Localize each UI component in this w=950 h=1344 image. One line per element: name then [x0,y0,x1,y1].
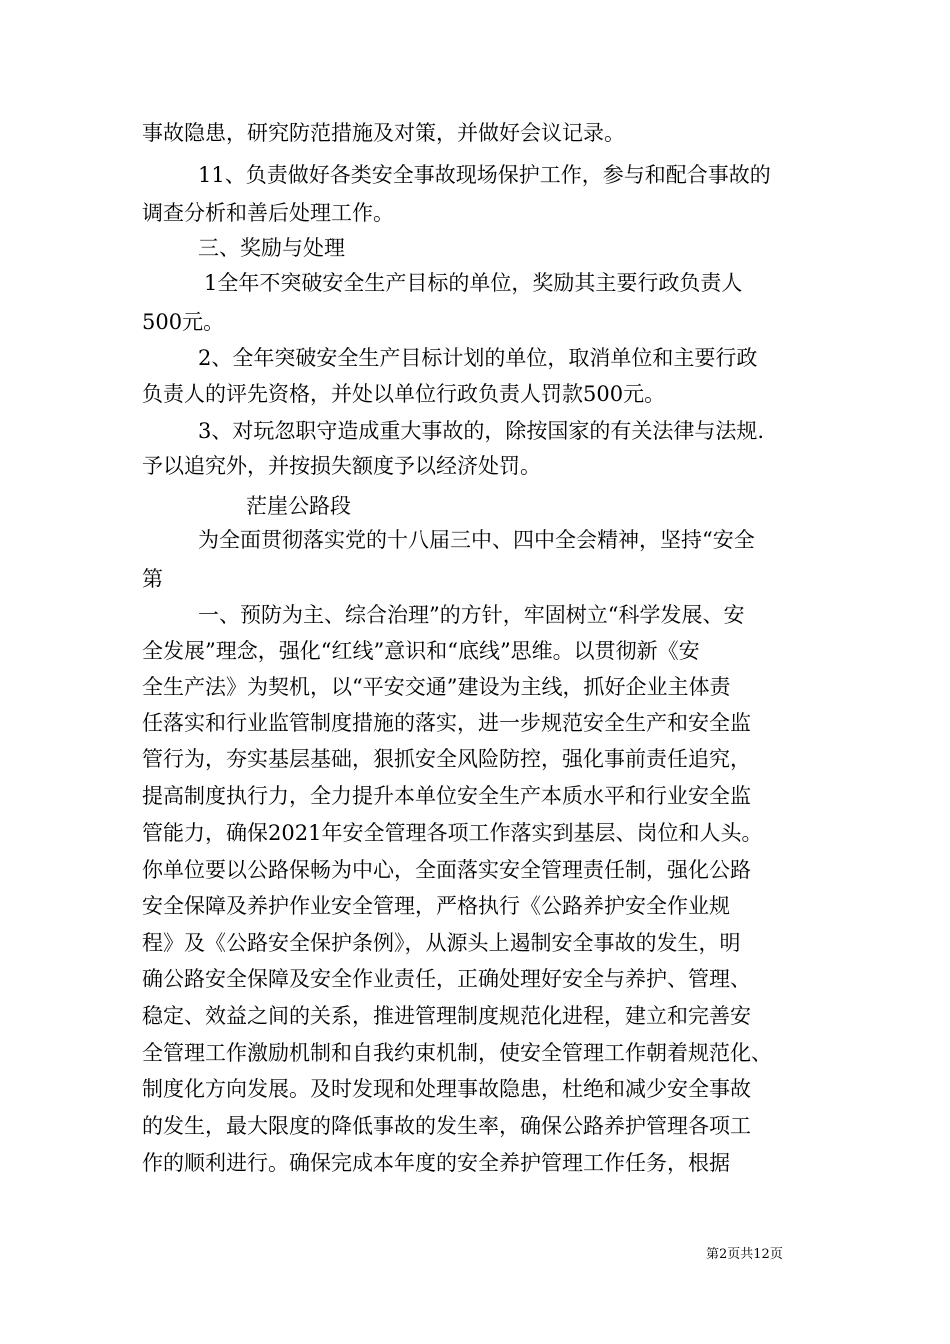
text-line: 1全年不突破安全生产目标的单位，奖励其主要行政负责人 [204,271,743,295]
text-line: 事故隐患，研究防范措施及对策，并做好会议记录。 [142,121,625,145]
text-line: 制度化方向发展。及时发现和处理事故隐患，杜绝和减少安全事故 [142,1077,751,1101]
page-number: 第2页共12页 [706,1247,783,1262]
text-line: 确公路安全保障及安全作业责任，正确处理好安全与养护、管理、 [142,967,751,991]
text-line: 500元。 [142,310,225,334]
text-line: 全生产法》为契机，以“平安交通”建设为主线，抓好企业主体责 [142,675,731,699]
text-line: 安全保障及养护作业安全管理，严格执行《公路养护安全作业规 [142,894,730,918]
text-line: 予以追究外，并按损失额度予以经济处罚。 [142,454,541,478]
text-line: 2、全年突破安全生产目标计划的单位，取消单位和主要行政 [198,346,758,370]
text-line: 11、负责做好各类安全事故现场保护工作，参与和配合事故的 [198,163,771,187]
section-heading: 三、奖励与处理 [198,236,345,260]
text-line: 负责人的评先资格，并处以单位行政负责人罚款500元。 [142,382,666,406]
text-line: 管行为，夯实基层基础，狠抓安全风险防控，强化事前责任追究， [142,747,751,771]
text-line: 调查分析和善后处理工作。 [142,201,394,225]
text-line: 第 [142,567,163,591]
text-line: 程》及《公路安全保护条例》，从源头上遏制安全事故的发生，明 [142,931,741,955]
text-line: 提高制度执行力，全力提升本单位安全生产本质水平和行业安全监 [142,784,751,808]
text-line: 为全面贯彻落实党的十八届三中、四中全会精神，坚持“安全 [198,528,755,552]
text-line: 全发展”理念，强化“红线”意识和“底线”思维。以贯彻新《安 [142,639,700,663]
text-line: 全管理工作激励机制和自我约束机制，使安全管理工作朝着规范化、 [142,1041,772,1065]
signature-org: 茫崖公路段 [246,494,351,518]
text-line: 管能力，确保2021年安全管理各项工作落实到基层、岗位和人头。 [142,821,763,845]
text-line: 你单位要以公路保畅为中心，全面落实安全管理责任制，强化公路 [142,858,751,882]
text-line: 稳定、效益之间的关系，推进管理制度规范化进程，建立和完善安 [142,1004,751,1028]
text-line: 一、预防为主、综合治理”的方针，牢固树立“科学发展、安 [198,603,745,627]
text-line: 任落实和行业监管制度措施的落实，进一步规范安全生产和安全监 [142,711,751,735]
text-line: 作的顺利进行。确保完成本年度的安全养护管理工作任务，根据 [142,1151,730,1175]
text-line: 3、对玩忽职守造成重大事故的，除按国家的有关法律与法规. [198,419,765,443]
text-line: 的发生，最大限度的降低事故的发生率，确保公路养护管理各项工 [142,1114,751,1138]
